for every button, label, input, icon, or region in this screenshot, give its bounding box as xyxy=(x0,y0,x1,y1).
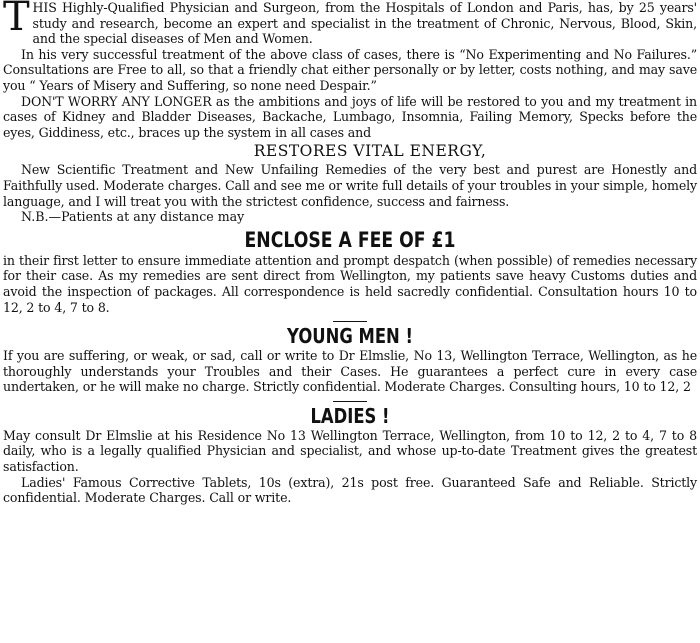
nb-line: N.B.—Patients at any distance may xyxy=(21,209,245,225)
intro-lead-word: HIS xyxy=(32,0,57,15)
fee-heading: ENCLOSE A FEE OF £1 xyxy=(244,227,456,252)
tablets-paragraph: Ladies' Famous Corrective Tablets, 10s (extra), 21s post free. Guaranteed Safe and Reliable. Strictly confidential. Moderate Charges. Call or write. xyxy=(3,474,697,506)
dont-worry-paragraph xyxy=(3,94,697,141)
treatment-paragraph: New Scientific Treatment and New Unfailing Remedies of the very best and purest are Honestly and Faithfully used. Moderate charges. Call and see me or write full details of your troubles in your simple, homely language, and I will treat you with the strictest confidence, success and fairness. xyxy=(3,162,697,209)
ladies-heading: LADIES ! xyxy=(310,403,390,428)
young-men-paragraph: If you are suffering, or weak, or sad, call or write to Dr Elmslie, No 13, Wellington Terrace, Wellington, as he thoroughly understands your Troubles and their Cases. He guarantees a perfect cure in every case undertaken, or he will make no charge. Strictly confidential. Moderate Charges. Consulting hours, 10 to 12, 2 xyxy=(3,348,697,395)
intro-text: Highly-Qualified Physician and Surgeon, from the Hospitals of London and Paris, has, by 25 years' study and research, become an expert and specialist in the treatment of Chronic, Nervous, Blood, Skin, and the special diseases of Men and Women. xyxy=(32,0,697,47)
dont-worry-text: as the ambitions and joys of life will be restored to you and my treatment in cases of Kidney and Bladder Diseases, Backache, Lumbago, Insomnia, Failing Memory, Specks before the eyes, Giddiness, etc., braces up the system in all cases and xyxy=(3,93,697,140)
young-men-heading: YOUNG MEN ! xyxy=(287,324,413,349)
divider-rule xyxy=(333,401,367,402)
vital-energy-heading: RESTORES VITAL ENERGY, xyxy=(253,142,487,161)
divider-rule xyxy=(333,321,367,322)
fee-paragraph: in their first letter to ensure immediate attention and prompt despatch (when possible) of remedies necessary for their case. As my remedies are sent direct from Wellington, my patients save heavy Customs duties and avoid the inspection of packages. All correspondence is held sacredly confidential. Consultation hours 10 to 12, 2 to 4, 7 to 8. xyxy=(3,252,697,315)
advertisement-column xyxy=(3,0,697,643)
intro-paragraph xyxy=(3,0,697,47)
drop-cap: T xyxy=(3,0,30,40)
dont-worry-lead: DON'T WORRY ANY LONGER xyxy=(21,93,212,109)
experimenting-paragraph: In his very successful treatment of the above class of cases, there is “No Experimenting and No Failures.” Consultations are Free to all, so that a friendly chat either personally or by letter, costs nothing, and may save you “ Years of Misery and Suffering, so none need Despair.” xyxy=(3,46,697,93)
ladies-paragraph: May consult Dr Elmslie at his Residence No 13 Wellington Terrace, Wellington, from 10 to 12, 2 to 4, 7 to 8 daily, who is a legally qualified Physician and specialist, and whose up-to-date Treatment gives the greatest satisfaction. xyxy=(3,427,697,475)
